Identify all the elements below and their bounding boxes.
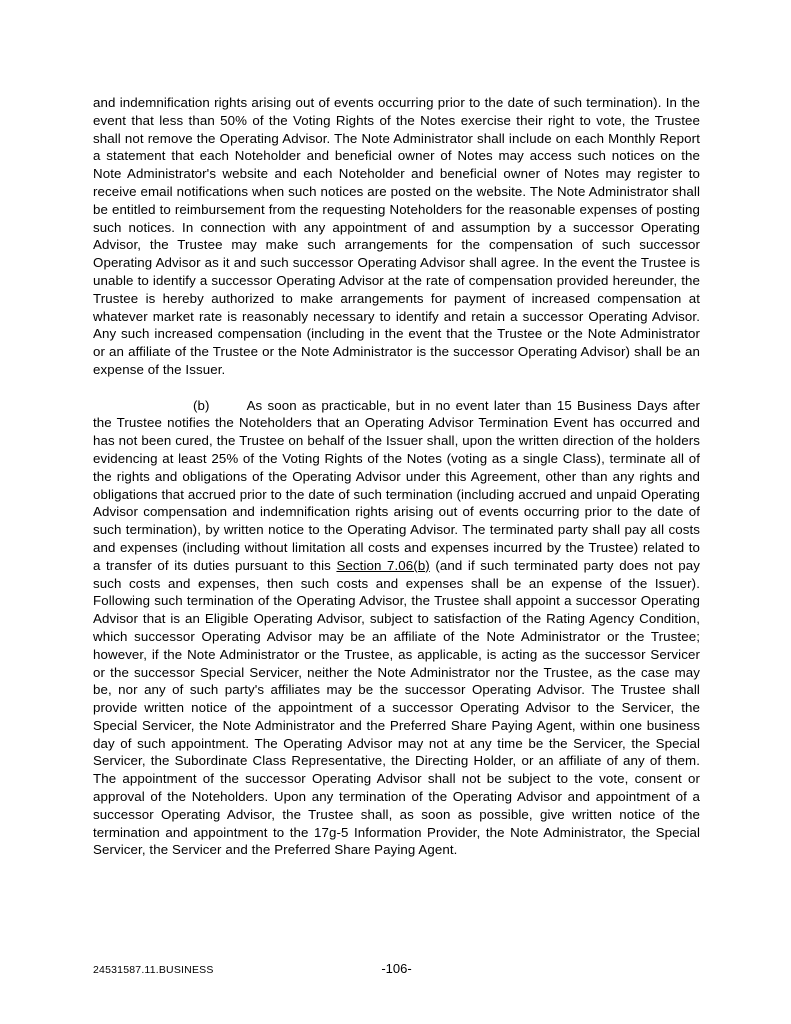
first-line-indent: [93, 409, 193, 410]
document-id: 24531587.11.BUSINESS: [93, 964, 214, 976]
clause-label: (b): [193, 397, 210, 413]
clause-text-before-reference: As soon as practicable, but in no event later than 15 Business Days after the Trustee notifies the Noteholders that an Operating Advisor Termination Event has occurred and has not been cured, the Trustee on behalf of the Issuer shall, upon the written direction of the holders evidencing at least 25% of the Voting Rights of the Notes (voting as a single Class), terminate all of the rights and obligations of the Operating Advisor under this Agreement, other than any rights and obligations that accrued prior to the date of such termination (including accrued and unpaid Operating Advisor compensation and indemnification rights arising out of events occurring prior to the date of such termination), by written notice to the Operating Advisor. The terminated party shall pay all costs and expenses (including without limitation all costs and expenses incurred by the Trustee) related to a transfer of its duties pursuant to this: [93, 397, 700, 573]
page-number: -106-: [381, 961, 412, 976]
page-footer: [93, 961, 700, 981]
section-reference: Section 7.06(b): [336, 557, 430, 573]
tab-gap: [210, 409, 247, 410]
clause-text-after-reference: (and if such terminated party does not pay such costs and expenses, then such costs and expenses shall be an expense of the Issuer). Following such termination of the Operating Advisor, the Trustee shall appoint a successor Operating Advisor that is an Eligible Operating Advisor, subject to satisfaction of the Rating Agency Condition, which successor Operating Advisor may be an affiliate of the Note Administrator or the Trustee; however, if the Note Administrator or the Trustee, as applicable, is acting as the successor Servicer or the successor Special Servicer, neither the Note Administrator nor the Trustee, as the case may be, nor any of such party's affiliates may be the successor Operating Advisor. The Trustee shall provide written notice of the appointment of a successor Operating Advisor to the Servicer, the Special Servicer, the Note Administrator and the Preferred Share Paying Agent, within one business day of such appointment. The Operating Advisor may not at any time be the Servicer, the Special Servicer, the Subordinate Class Representative, the Directing Holder, or an affiliate of any of them. The appointment of the successor Operating Advisor shall not be subject to the vote, consent or approval of the Noteholders. Upon any termination of the Operating Advisor and appointment of a successor Operating Advisor, the Trustee shall, as soon as possible, give written notice of the termination and appointment to the 17g-5 Information Provider, the Note Administrator, the Special Servicer, the Servicer and the Preferred Share Paying Agent.: [93, 557, 700, 858]
page-body: [93, 94, 700, 859]
paragraph-continuation: and indemnification rights arising out of events occurring prior to the date of such termination). In the event that less than 50% of the Voting Rights of the Notes exercise their right to vote, the Trustee shall not remove the Operating Advisor. The Note Administrator shall include on each Monthly Report a statement that each Noteholder and beneficial owner of Notes may access such notices on the Note Administrator's website and each Noteholder and beneficial owner of Notes may register to receive email notifications when such notices are posted on the website. The Note Administrator shall be entitled to reimbursement from the requesting Noteholders for the reasonable expenses of posting such notices. In connection with any appointment of and assumption by a successor Operating Advisor, the Trustee may make such arrangements for the compensation of such successor Operating Advisor as it and such successor Operating Advisor shall agree. In the event the Trustee is unable to identify a successor Operating Advisor at the rate of compensation provided hereunder, the Trustee is hereby authorized to make arrangements for payment of increased compensation at whatever market rate is reasonably necessary to identify and retain a successor Operating Advisor. Any such increased compensation (including in the event that the Trustee or the Note Administrator or an affiliate of the Trustee or the Note Administrator is the successor Operating Advisor) shall be an expense of the Issuer.: [93, 95, 700, 377]
paragraph-clause-b: [93, 397, 700, 860]
